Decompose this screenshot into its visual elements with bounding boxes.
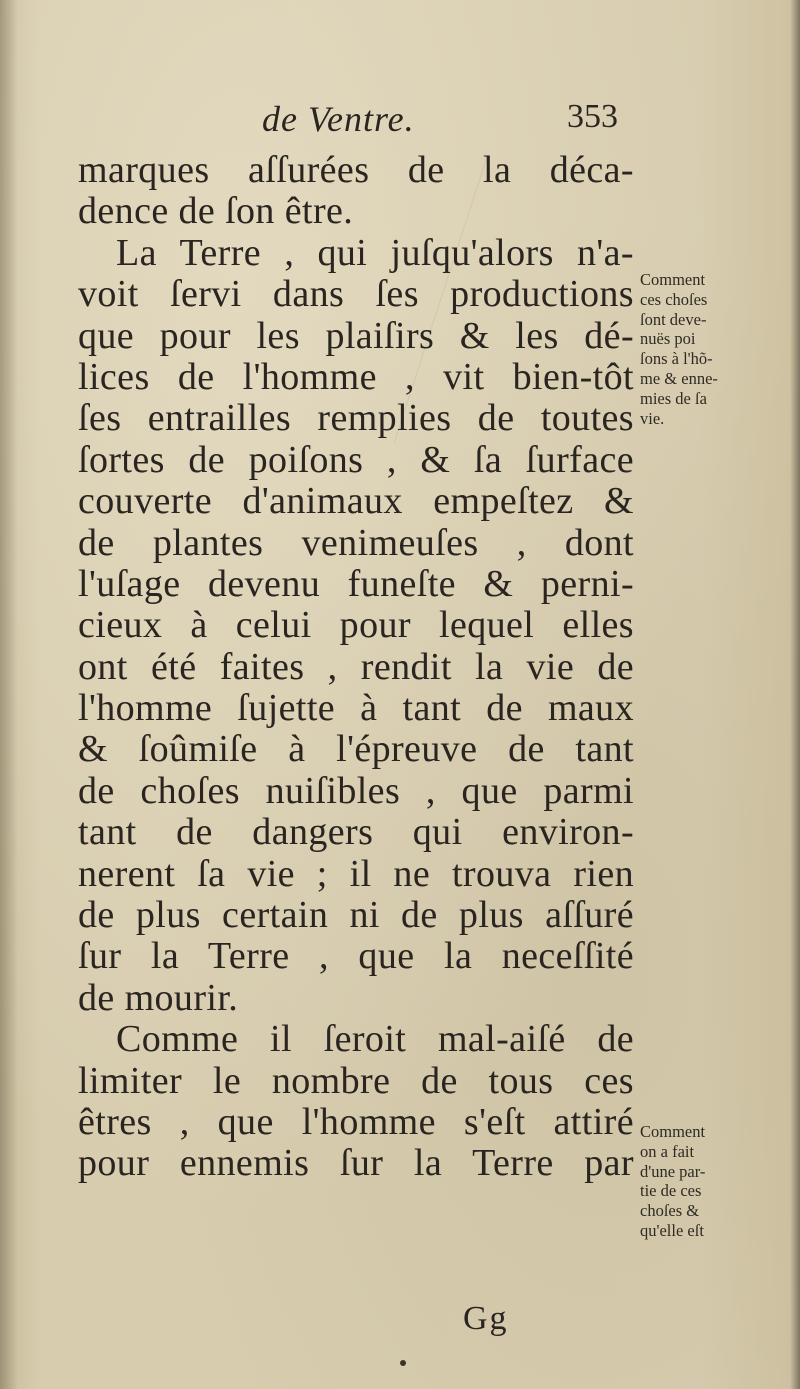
text-line: de mourir.	[78, 976, 239, 1019]
text-line: ſes entrailles remplies de toutes	[78, 397, 634, 440]
margin-note	[640, 1122, 770, 1241]
paragraph	[78, 1019, 634, 1185]
text-line: l'homme ſujette à tant de maux	[78, 687, 634, 730]
margin-note-line: ſont deve-	[640, 309, 707, 329]
text-line: que pour les plaiſirs & les dé-	[78, 314, 634, 357]
margin-note-line: tie de ces	[640, 1181, 702, 1201]
text-line: êtres , que l'homme s'eſt attiré	[78, 1100, 634, 1143]
margin-note-line: Comment	[640, 270, 706, 289]
page-header	[0, 98, 800, 148]
margin-note-line: ces choſes	[640, 289, 708, 309]
paragraph	[78, 233, 634, 1019]
page-edge-shadow	[790, 0, 800, 1389]
catchword: Gg	[463, 1300, 509, 1337]
text-line: & ſoûmiſe à l'épreuve de tant	[78, 728, 634, 771]
text-line: de plus certain ni de plus aſſuré	[78, 894, 634, 937]
paragraph	[78, 150, 634, 233]
margin-note-line: nuës poi	[640, 329, 696, 349]
text-line: dence de ſon être.	[78, 190, 354, 233]
text-line: ſortes de poiſons , & ſa ſurface	[78, 438, 634, 481]
page-number: 353	[567, 98, 618, 135]
text-line: nerent ſa vie ; il ne trouva rien	[78, 852, 634, 895]
text-line: lices de l'homme , vit bien-tôt	[78, 355, 634, 398]
text-line: limiter le nombre de tous ces	[78, 1059, 634, 1102]
margin-note-line: me & enne-	[640, 368, 718, 388]
margin-note-line: choſes &	[640, 1201, 700, 1221]
margin-note-line: ſons à l'hõ-	[640, 349, 713, 369]
running-head: de Ventre.	[262, 99, 415, 139]
margin-note-line: vie.	[640, 408, 665, 428]
ink-spot	[400, 1360, 406, 1366]
main-text-block	[78, 150, 634, 1185]
text-line: de plantes venimeuſes , dont	[78, 521, 634, 564]
text-line: de choſes nuiſibles , que parmi	[78, 769, 634, 812]
text-line: La Terre , qui juſqu'alors n'a-	[116, 231, 634, 274]
margin-note-line: Comment	[640, 1122, 706, 1141]
margin-note	[640, 270, 770, 428]
text-line: l'uſage devenu funeſte & perni-	[78, 562, 634, 605]
margin-note-line: mies de ſa	[640, 388, 707, 408]
text-line: pour ennemis ſur la Terre par	[78, 1142, 634, 1185]
margin-note-line: on a fait	[640, 1141, 695, 1161]
gutter-shadow	[0, 0, 18, 1389]
text-line: marques aſſurées de la déca-	[78, 149, 634, 191]
text-line: Comme il ſeroit mal-aiſé de	[116, 1018, 634, 1061]
text-line: ont été faites , rendit la vie de	[78, 645, 634, 688]
text-line: couverte d'animaux empeſtez &	[78, 480, 634, 523]
text-line: voit ſervi dans ſes productions	[78, 273, 634, 316]
text-line: cieux à celui pour lequel elles	[78, 604, 634, 647]
margin-note-line: d'une par-	[640, 1161, 706, 1181]
text-line: ſur la Terre , que la neceſſité	[78, 935, 634, 978]
margin-note-line: qu'elle eſt	[640, 1220, 704, 1240]
text-line: tant de dangers qui environ-	[78, 811, 634, 854]
